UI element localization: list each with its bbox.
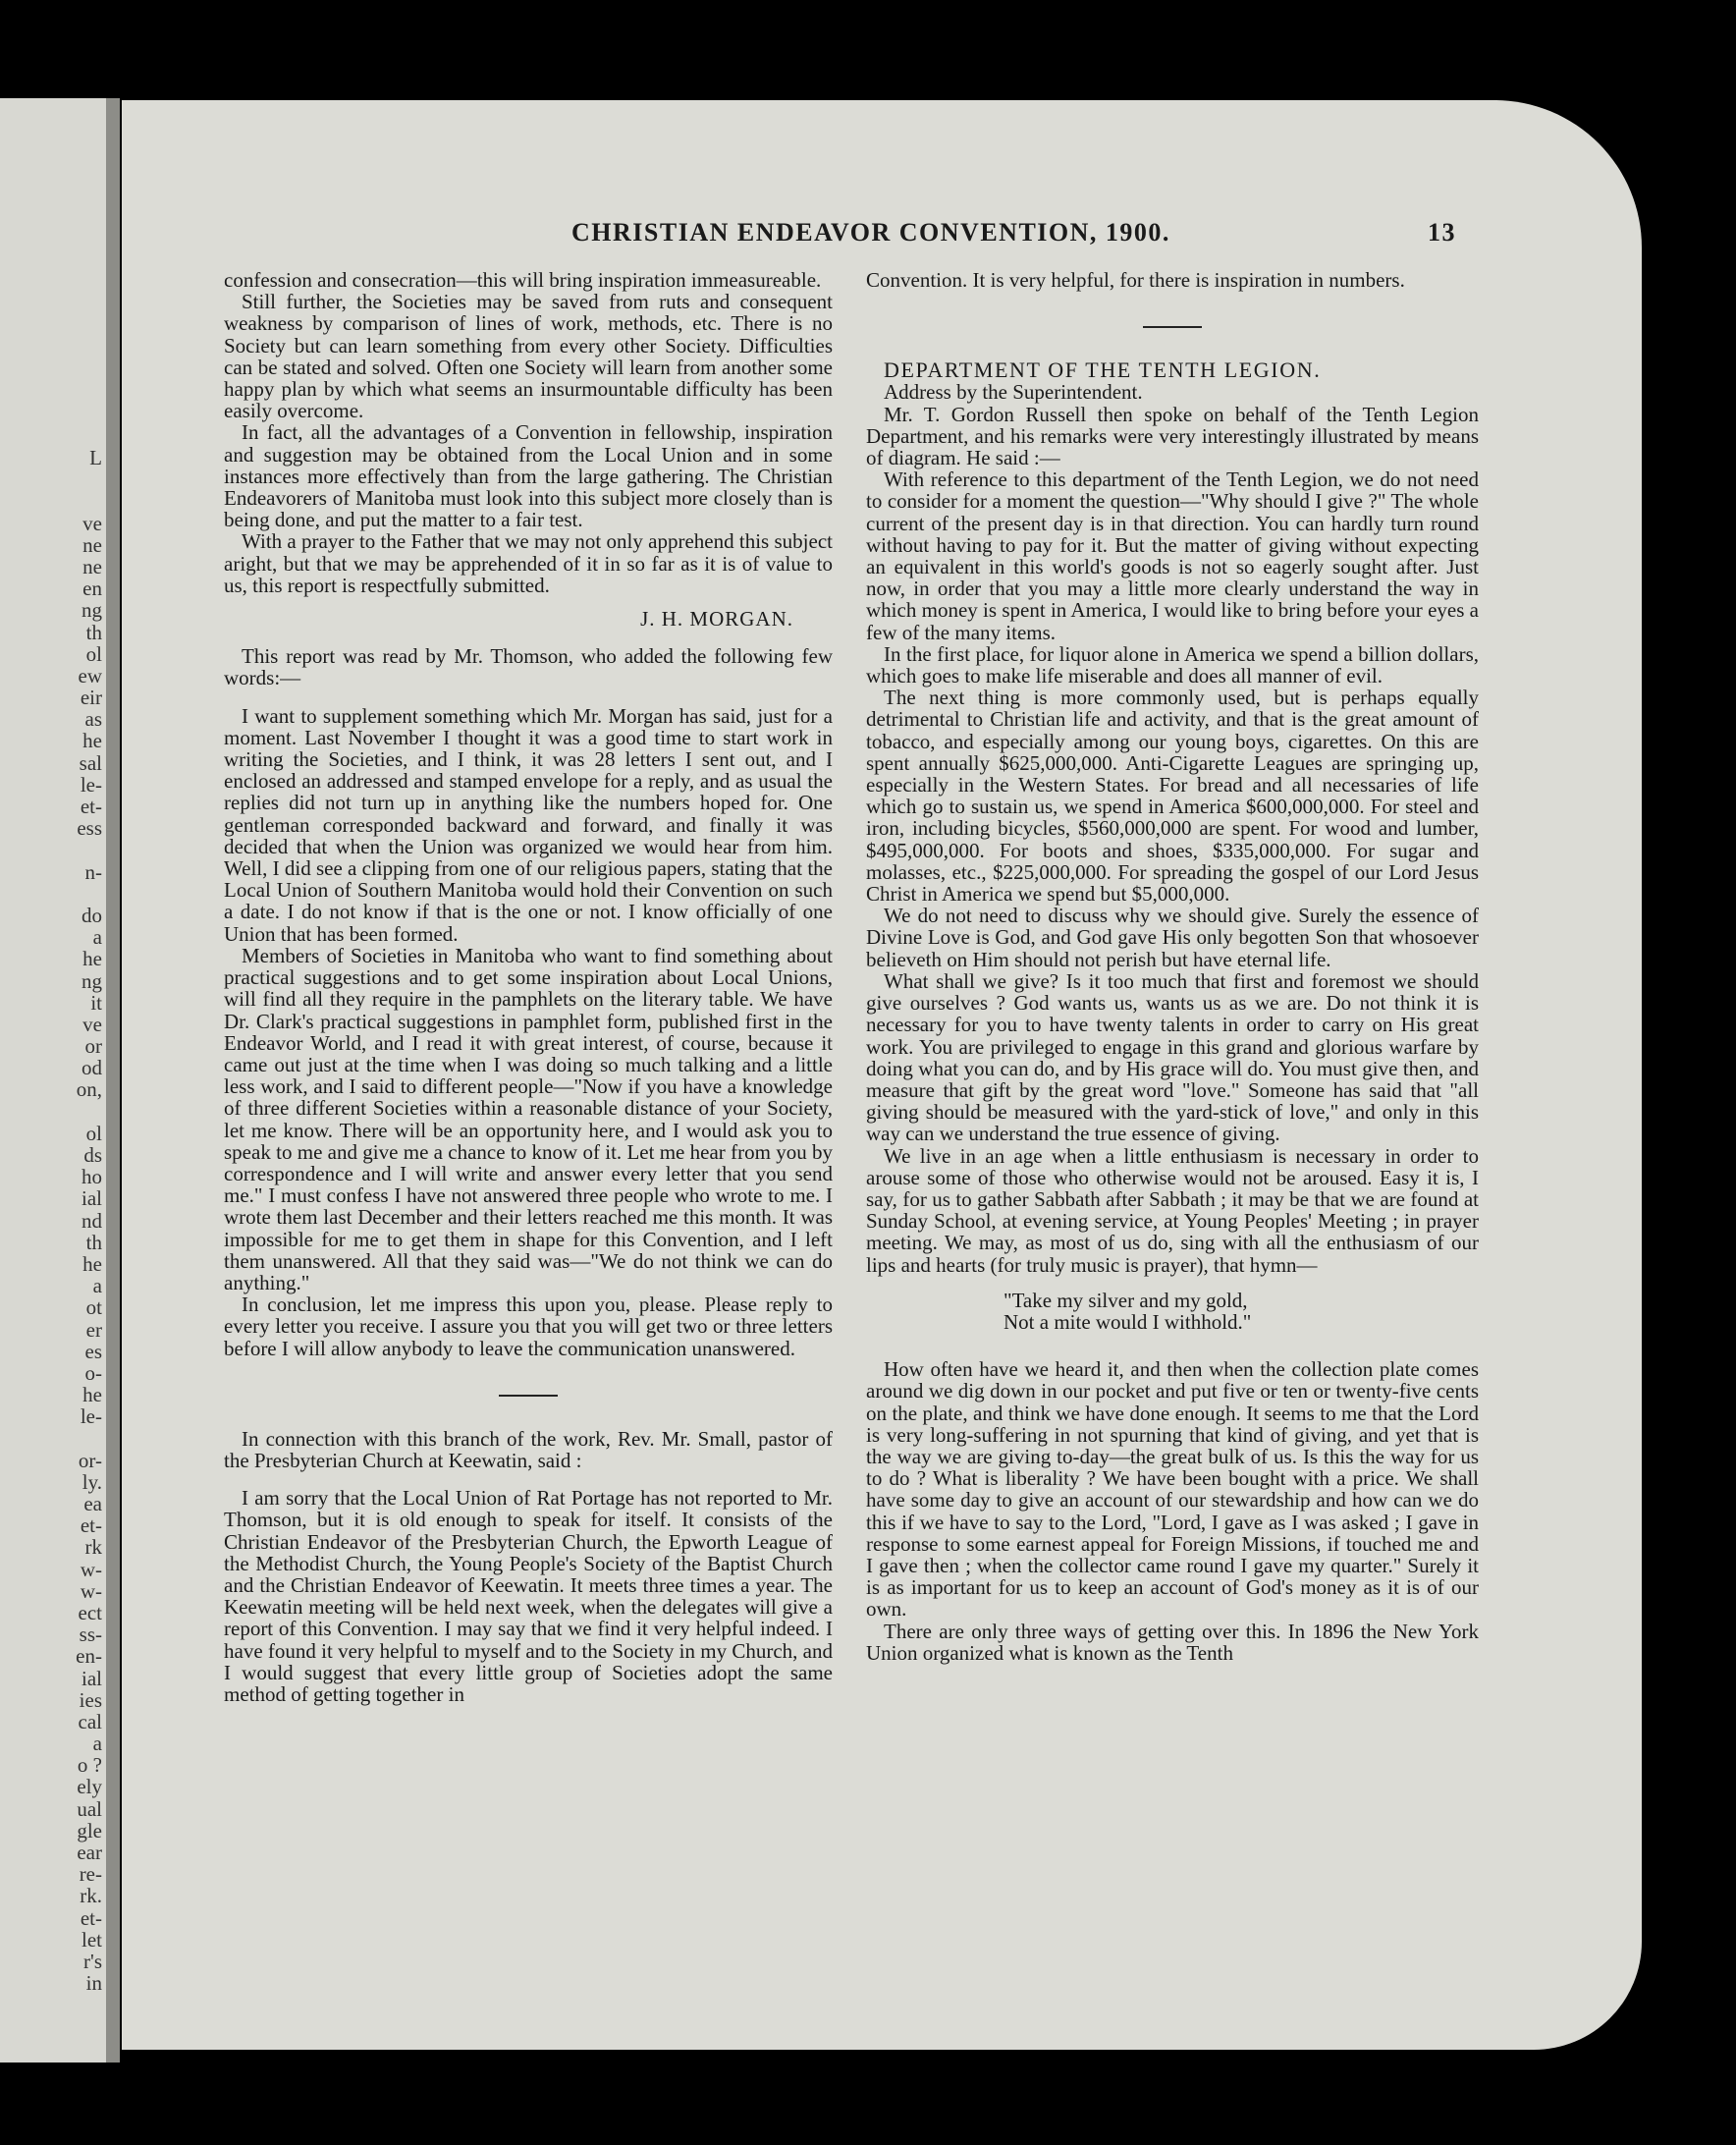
- facing-page-fragment: do: [81, 903, 102, 927]
- facing-page-fragment: ess: [77, 816, 102, 841]
- paragraph: In connection with this branch of the work, Rev. Mr. Small, pastor of the Presbyterian Church at Keewatin, said :: [224, 1426, 833, 1472]
- facing-page-fragment: rk: [84, 1535, 102, 1560]
- page-gutter: [106, 98, 120, 2062]
- facing-page-fragment: ly.: [81, 1469, 102, 1494]
- facing-page-fragment: ve: [82, 1012, 102, 1036]
- facing-page-fragment: he: [82, 1383, 102, 1407]
- verse-quote: "Take my silver and my gold, Not a mite would I withhold.": [1004, 1288, 1252, 1334]
- paragraph: I am sorry that the Local Union of Rat Portage has not reported to Mr. Thomson, but it is old enough to speak for itself. It consists of the Christian Endeavor of the Presbyterian Church, the Epworth League of the Methodist Church, the Young People's Society of the Baptist Church and the Christian Endeavor of Keewatin. It meets three times a year. The Keewatin meeting will be held next week, when the delegates will give a report of this Convention. I may say that we find it very helpful indeed. I have found it very helpful to myself and to the Society in my Church, and I would suggest that every little group of Societies adopt the same method of getting together in: [224, 1486, 833, 1706]
- facing-page-fragment: nd: [81, 1208, 102, 1233]
- paragraph: With a prayer to the Father that we may not only apprehend this subject aright, but that we may be apprehended of it in so far as it is of value to us, this report is respectfully submitted.: [224, 529, 833, 597]
- facing-page-fragment: as: [84, 707, 102, 732]
- facing-page-fragment: or: [84, 1034, 102, 1059]
- facing-page-fragment: eir: [80, 686, 102, 710]
- facing-page-fragment: ies: [79, 1687, 102, 1712]
- facing-page-fragment: he: [82, 947, 102, 971]
- left-column: [224, 269, 833, 1705]
- paragraph: In the first place, for liquor alone in America we spend a billion dollars, which goes to make life miserable and does all manner of evil.: [866, 641, 1479, 688]
- signature: J. H. MORGAN.: [640, 607, 793, 632]
- facing-page-fragment: th: [85, 620, 102, 644]
- facing-page-fragment: it: [90, 990, 102, 1015]
- document-page: [122, 100, 1642, 2050]
- facing-page-fragment: ho: [81, 1165, 102, 1189]
- facing-page-fragment: od: [81, 1056, 102, 1080]
- facing-page-fragment: [4, 839, 102, 860]
- paragraph: confession and consecration—this will bring inspiration immeasureable.: [224, 268, 822, 292]
- facing-page-fragment: n-: [84, 859, 102, 884]
- facing-page-fragment: a: [92, 1732, 102, 1756]
- facing-page-fragment: sal: [79, 750, 102, 775]
- facing-page-fragment: ng: [81, 968, 102, 993]
- spacer: [224, 1471, 833, 1487]
- facing-page-fragment: ear: [77, 1841, 102, 1864]
- facing-page-fragment: re-: [79, 1862, 102, 1887]
- page-number: 13: [1428, 218, 1456, 247]
- facing-page-fragment: [4, 883, 102, 905]
- facing-page-fragment: L: [89, 446, 102, 469]
- paragraph: Convention. It is very helpful, for there is inspiration in numbers.: [866, 268, 1405, 292]
- paragraph: There are only three ways of getting over this. In 1896 the New York Union organized what is known as the Tenth: [866, 1619, 1479, 1665]
- facing-page-fragment: ne: [82, 554, 102, 578]
- facing-page-fragment: w-: [80, 1578, 102, 1603]
- facing-page-fragment: let: [81, 1927, 102, 1952]
- facing-page-fragment: ew: [78, 663, 102, 688]
- facing-page-fragment: le-: [80, 1404, 102, 1429]
- facing-page-fragment: ual: [77, 1796, 102, 1821]
- facing-page-fragment: in: [85, 1971, 102, 1996]
- facing-page-fragment: et-: [80, 1905, 102, 1930]
- facing-page-fragment: ol: [85, 641, 102, 666]
- facing-page-fragment: a: [92, 925, 102, 950]
- facing-page-fragment: [4, 490, 102, 512]
- facing-page-fragment: ng: [81, 598, 102, 623]
- facing-page-fragment: ne: [82, 532, 102, 557]
- facing-page-fragment: le-: [80, 772, 102, 797]
- facing-page-fragment: cal: [78, 1709, 102, 1733]
- paragraph: The next thing is more commonly used, but is perhaps equally detrimental to Christian life and activity, and that is the great amount of tobacco, and especially among our young boys, cigarettes. On this are spent annually $625,000,000. Anti-Cigarette Leagues are springing up, especially in the Western States. For bread and all necessaries of life which go to sustain us, we spend in America $600,000,000. For steel and iron, including bicycles, $560,000,000 are spent. For wood and lumber, $495,000,000. For boots and shoes, $335,000,000. For sugar and molasses, etc., $225,000,000. For spreading the gospel of our Lord Jesus Christ in America we spend but $5,000,000.: [866, 686, 1479, 907]
- facing-page-fragment: a: [92, 1274, 102, 1298]
- facing-page-fragment: ely: [77, 1775, 102, 1799]
- facing-page-fragment: th: [85, 1230, 102, 1254]
- facing-page-fragment: on,: [76, 1077, 102, 1102]
- facing-page-fragment: et-: [80, 795, 102, 818]
- paragraph: Mr. T. Gordon Russell then spoke on behalf of the Tenth Legion Department, and his remarks were very interestingly illustrated by means of diagram. He said :—: [866, 402, 1479, 470]
- facing-page-fragment: es: [84, 1339, 102, 1363]
- paragraph: In fact, all the advantages of a Convention in fellowship, inspiration and suggestion may be obtained from the Local Union and in some instances more effectively than from the large gathering. The Christian Endeavorers of Manitoba must look into this subject more closely than is being done, and put the matter to a fair test.: [224, 420, 833, 532]
- paragraph: We do not need to discuss why we should give. Surely the essence of Divine Love is God, and God gave His only begotten Son that whosoever believeth on Him should not perish but have eternal life.: [866, 904, 1479, 971]
- facing-page-fragment: gle: [77, 1818, 102, 1842]
- facing-page-edge: [0, 98, 109, 2062]
- header-title: CHRISTIAN ENDEAVOR CONVENTION, 1900.: [571, 218, 1170, 247]
- facing-page-fragment: r's: [83, 1949, 102, 1973]
- spacer: [224, 689, 833, 705]
- paragraph: Still further, the Societies may be saved from ruts and consequent weakness by comparison of lines of work, methods, etc. There is no Society but can learn something from every other Society. Difficulties can be stated and solved. Often one Society will learn from another some happy plan by which what seems an insurmountable difficulty has been easily overcome.: [224, 290, 833, 423]
- paragraph: What shall we give? Is it too much that first and foremost we should give ourselves ? God wants us, wants us as we are. Do not think it is necessary for you to have twenty talents in order to carry on His great work. You are privileged to engage in this grand and glorious warfare by doing what you can do, and by His grace will do. You must give then, and measure that gift by the great word "love." Someone has said that "all giving should be measured with the yard-stick of love," and only in this way can we understand the true essence of giving.: [866, 968, 1479, 1146]
- facing-page-fragment: o ?: [77, 1753, 102, 1778]
- facing-page-fragment: [4, 1101, 102, 1123]
- section-rule: [1143, 326, 1202, 328]
- paragraph: In conclusion, let me impress this upon you, please. Please reply to every letter you receive. I assure you that you will get two or three letters before I will allow anybody to leave the communication unanswered.: [224, 1292, 833, 1360]
- facing-page-fragment: rk.: [80, 1884, 102, 1908]
- facing-page-fragment: ect: [78, 1600, 102, 1624]
- facing-page-fragment: ve: [82, 511, 102, 535]
- facing-page-fragment: ial: [81, 1186, 102, 1211]
- facing-page-fragment: he: [82, 1251, 102, 1276]
- facing-page-fragment: ss-: [79, 1622, 102, 1647]
- facing-page-fragments: [4, 447, 102, 1994]
- facing-page-fragment: he: [82, 729, 102, 753]
- facing-page-fragment: w-: [80, 1557, 102, 1581]
- facing-page-fragment: et-: [80, 1513, 102, 1538]
- paragraph: I want to supplement something which Mr. Morgan has said, just for a moment. Last November I thought it was a good time to start work in writing the Societies, and I think, it was 28 letters I sent out, and I enclosed an addressed and stamped envelope for a reply, and as usual the replies did not turn up in anything like the numbers hoped for. One gentleman corresponded backward and forward, and finally it was decided that when the Union was organized we would hear from him. Well, I did see a clipping from one of our religious papers, stating that the Local Union of Southern Manitoba would hold their Convention on such a date. I do not know if that is the one or not. I know officially of one Union that has been formed.: [224, 703, 833, 946]
- paragraph: We live in an age when a little enthusiasm is necessary in order to arouse some of those who otherwise would not be aroused. Easy it is, I say, for us to gather Sabbath after Sabbath ; it may be that we are found at Sunday School, at evening service, at Young Peoples' Meeting ; in prayer meeting. We may, as most of us do, sing with all the enthusiasm of our lips and hearts (for truly music is prayer), that hymn—: [866, 1143, 1479, 1277]
- facing-page-fragment: [4, 468, 102, 490]
- facing-page-fragment: en: [82, 577, 102, 601]
- section-subheading: Address by the Superintendent.: [884, 380, 1143, 405]
- facing-page-fragment: ea: [83, 1492, 102, 1515]
- facing-page-fragment: en-: [76, 1644, 102, 1669]
- paragraph: How often have we heard it, and then when the collection plate comes around we dig down in our pocket and put five or ten or twenty-five cents on the plate, and think we have done enough. It seems to me that the Lord is very long-suffering in not spurning that kind of giving, and yet that is the way we are giving to-day—the great bulk of us. Is this the way for us to do ? What is liberality ? We have been bought with a price. We shall have some day to give an account of our stewardship and how can we do this if we have to say to the Lord, "Lord, I gave as I was asked ; I gave in response to some earnest appeal for Foreign Missions, if touched me and I gave then ; when the collector came round I gave my quarter." Surely it is as important for us to keep an account of God's money as it is of our own.: [866, 1357, 1479, 1622]
- facing-page-fragment: or-: [78, 1448, 102, 1472]
- facing-page-fragment: ol: [85, 1121, 102, 1145]
- section-rule: [499, 1395, 558, 1397]
- facing-page-fragment: [4, 1427, 102, 1449]
- paragraph: With reference to this department of the Tenth Legion, we do not need to consider for a moment the question—"Why should I give ?" The whole current of the present day is in that direction. You can hardly turn round without having to pay for it. But the matter of giving without expecting an equivalent in this world's goods is not so eagerly sought after. Just now, in order that you may a little more clearly understand the way in which money is spent in America, I would like to bring before your eyes a few of the many items.: [866, 468, 1479, 644]
- facing-page-fragment: ot: [85, 1295, 102, 1320]
- section-heading: DEPARTMENT OF THE TENTH LEGION.: [884, 358, 1322, 383]
- paragraph: This report was read by Mr. Thomson, who added the following few words:—: [224, 644, 833, 690]
- paragraph: Members of Societies in Manitoba who want to find something about practical suggestions and to get some inspiration about Local Unions, will find all they require in the pamphlets on the literary table. We have Dr. Clark's practical suggestions in pamphlet form, published first in the Endeavor World, and I read it with great interest, of course, because it came out just at the time when I was doing so much talking and a little less work, and I said to different people—"Now if you have a knowledge of three different Societies within a reasonable distance of your Society, let me know. There will be an opportunity here, and I would ask you to speak to me and give me a chance to know of it. Let me hear from you by correspondence and I will write and answer every letter that you send me." I must confess I have not answered three people who wrote to me. I wrote them last December and their letters reached me this month. It was impossible for me to get them in shape for this Convention, and I left them unanswered. All that they said was—"We do not think we can do anything.": [224, 943, 833, 1294]
- right-column: [866, 269, 1479, 1664]
- facing-page-fragment: er: [85, 1317, 102, 1342]
- facing-page-fragment: ds: [83, 1143, 102, 1167]
- facing-page-fragment: ial: [81, 1666, 102, 1690]
- facing-page-fragment: o-: [84, 1360, 102, 1385]
